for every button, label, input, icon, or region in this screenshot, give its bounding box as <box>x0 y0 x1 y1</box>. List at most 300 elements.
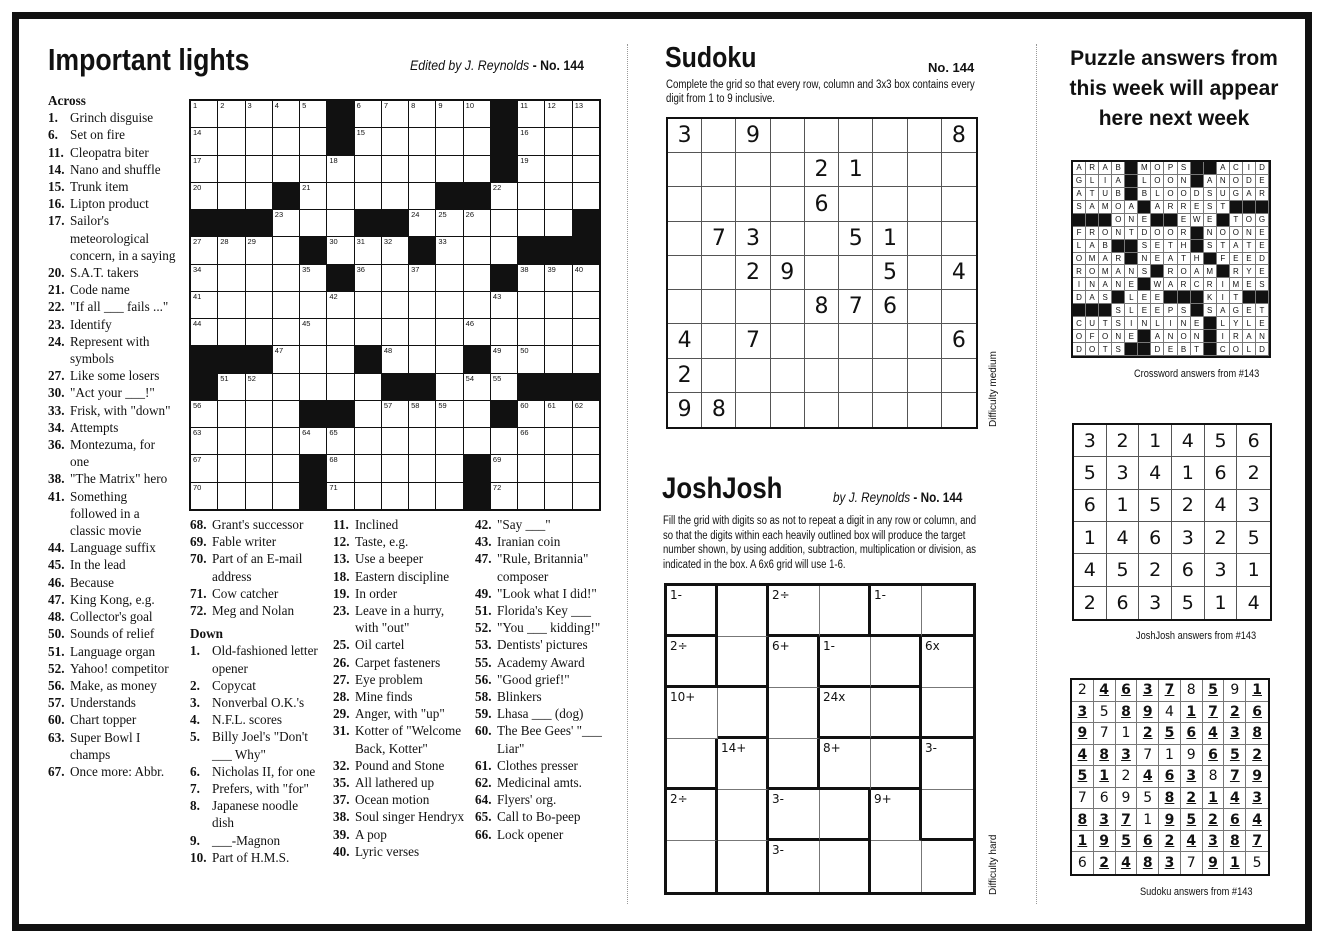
joshjosh-cell[interactable] <box>871 739 922 790</box>
joshjosh-cell[interactable] <box>667 841 718 892</box>
joshjosh-cell[interactable] <box>871 586 922 637</box>
crossword-cell[interactable] <box>218 374 244 400</box>
crossword-cell[interactable] <box>327 237 353 263</box>
crossword-cell[interactable] <box>191 428 217 454</box>
crossword-cell[interactable] <box>464 156 490 182</box>
crossword-cell[interactable] <box>382 237 408 263</box>
crossword-cell[interactable] <box>355 374 381 400</box>
crossword-cell[interactable] <box>409 183 435 209</box>
crossword-cell[interactable] <box>491 183 517 209</box>
sudoku-cell[interactable] <box>942 359 976 393</box>
crossword-cell[interactable] <box>464 428 490 454</box>
crossword-cell[interactable] <box>218 428 244 454</box>
crossword-cell[interactable] <box>355 401 381 427</box>
crossword-cell[interactable] <box>409 455 435 481</box>
crossword-cell[interactable] <box>327 156 353 182</box>
crossword-cell[interactable] <box>436 292 462 318</box>
crossword-cell[interactable] <box>355 265 381 291</box>
sudoku-cell[interactable]: 7 <box>702 222 736 256</box>
crossword-cell[interactable] <box>409 101 435 127</box>
sudoku-cell[interactable] <box>805 359 839 393</box>
sudoku-cell[interactable] <box>839 324 873 358</box>
crossword-cell[interactable] <box>327 210 353 236</box>
crossword-cell[interactable] <box>327 346 353 372</box>
crossword-cell[interactable] <box>545 346 571 372</box>
sudoku-cell[interactable]: 9 <box>736 119 770 153</box>
joshjosh-cell[interactable] <box>769 790 820 841</box>
crossword-cell[interactable] <box>300 210 326 236</box>
crossword-cell[interactable] <box>409 319 435 345</box>
crossword-cell[interactable] <box>191 455 217 481</box>
sudoku-cell[interactable] <box>702 324 736 358</box>
joshjosh-cell[interactable] <box>820 841 871 892</box>
sudoku-cell[interactable]: 9 <box>668 393 702 427</box>
crossword-cell[interactable] <box>409 428 435 454</box>
sudoku-cell[interactable] <box>736 290 770 324</box>
crossword-cell[interactable] <box>545 156 571 182</box>
crossword-cell[interactable] <box>545 483 571 509</box>
crossword-cell[interactable] <box>355 319 381 345</box>
crossword-cell[interactable] <box>382 292 408 318</box>
crossword-cell[interactable] <box>436 265 462 291</box>
crossword-cell[interactable] <box>545 128 571 154</box>
joshjosh-cell[interactable] <box>922 688 973 739</box>
crossword-cell[interactable] <box>491 428 517 454</box>
sudoku-cell[interactable] <box>839 119 873 153</box>
crossword-cell[interactable] <box>573 401 599 427</box>
sudoku-cell[interactable] <box>908 153 942 187</box>
crossword-cell[interactable] <box>436 156 462 182</box>
crossword-cell[interactable] <box>545 265 571 291</box>
sudoku-cell[interactable]: 2 <box>736 256 770 290</box>
crossword-cell[interactable] <box>246 374 272 400</box>
sudoku-cell[interactable]: 8 <box>702 393 736 427</box>
crossword-cell[interactable] <box>246 319 272 345</box>
sudoku-cell[interactable] <box>942 290 976 324</box>
sudoku-cell[interactable] <box>771 290 805 324</box>
crossword-cell[interactable] <box>518 156 544 182</box>
sudoku-cell[interactable] <box>771 187 805 221</box>
joshjosh-cell[interactable] <box>769 637 820 688</box>
joshjosh-cell[interactable] <box>718 586 769 637</box>
joshjosh-cell[interactable] <box>820 739 871 790</box>
joshjosh-cell[interactable] <box>667 739 718 790</box>
sudoku-cell[interactable] <box>942 222 976 256</box>
crossword-cell[interactable] <box>573 483 599 509</box>
crossword-cell[interactable] <box>491 292 517 318</box>
crossword-cell[interactable] <box>545 455 571 481</box>
crossword-cell[interactable] <box>191 401 217 427</box>
sudoku-cell[interactable] <box>771 153 805 187</box>
crossword-cell[interactable] <box>382 346 408 372</box>
crossword-cell[interactable] <box>218 183 244 209</box>
joshjosh-cell[interactable] <box>922 586 973 637</box>
joshjosh-cell[interactable] <box>769 688 820 739</box>
crossword-cell[interactable] <box>464 128 490 154</box>
sudoku-cell[interactable] <box>839 256 873 290</box>
joshjosh-cell[interactable] <box>769 739 820 790</box>
crossword-cell[interactable] <box>191 483 217 509</box>
joshjosh-cell[interactable] <box>922 637 973 688</box>
crossword-cell[interactable] <box>191 319 217 345</box>
crossword-cell[interactable] <box>409 265 435 291</box>
crossword-cell[interactable] <box>491 483 517 509</box>
crossword-cell[interactable] <box>464 101 490 127</box>
sudoku-cell[interactable]: 7 <box>839 290 873 324</box>
crossword-cell[interactable] <box>464 265 490 291</box>
crossword-cell[interactable] <box>382 428 408 454</box>
joshjosh-cell[interactable] <box>871 688 922 739</box>
joshjosh-cell[interactable] <box>769 586 820 637</box>
crossword-cell[interactable] <box>355 101 381 127</box>
sudoku-cell[interactable] <box>873 324 907 358</box>
joshjosh-cell[interactable] <box>667 637 718 688</box>
crossword-cell[interactable] <box>436 128 462 154</box>
crossword-cell[interactable] <box>518 401 544 427</box>
crossword-cell[interactable] <box>355 455 381 481</box>
crossword-cell[interactable] <box>573 319 599 345</box>
crossword-cell[interactable] <box>382 401 408 427</box>
sudoku-cell[interactable] <box>668 187 702 221</box>
crossword-cell[interactable] <box>436 319 462 345</box>
sudoku-cell[interactable]: 6 <box>805 187 839 221</box>
crossword-cell[interactable] <box>300 374 326 400</box>
crossword-cell[interactable] <box>246 101 272 127</box>
crossword-cell[interactable] <box>273 346 299 372</box>
crossword-cell[interactable] <box>409 292 435 318</box>
sudoku-cell[interactable] <box>839 393 873 427</box>
crossword-cell[interactable] <box>436 237 462 263</box>
crossword-cell[interactable] <box>191 128 217 154</box>
joshjosh-cell[interactable] <box>820 637 871 688</box>
crossword-cell[interactable] <box>545 428 571 454</box>
crossword-cell[interactable] <box>518 210 544 236</box>
crossword-cell[interactable] <box>218 401 244 427</box>
crossword-cell[interactable] <box>273 401 299 427</box>
crossword-cell[interactable] <box>300 346 326 372</box>
crossword-cell[interactable] <box>218 319 244 345</box>
crossword-cell[interactable] <box>327 183 353 209</box>
crossword-cell[interactable] <box>218 101 244 127</box>
sudoku-cell[interactable] <box>805 393 839 427</box>
crossword-cell[interactable] <box>300 319 326 345</box>
crossword-cell[interactable] <box>491 455 517 481</box>
sudoku-cell[interactable]: 6 <box>942 324 976 358</box>
joshjosh-cell[interactable] <box>769 841 820 892</box>
crossword-cell[interactable] <box>573 128 599 154</box>
sudoku-cell[interactable]: 8 <box>942 119 976 153</box>
crossword-cell[interactable] <box>218 156 244 182</box>
joshjosh-cell[interactable] <box>667 790 718 841</box>
joshjosh-cell[interactable] <box>718 637 769 688</box>
crossword-cell[interactable] <box>491 237 517 263</box>
crossword-cell[interactable] <box>300 183 326 209</box>
crossword-cell[interactable] <box>518 101 544 127</box>
crossword-cell[interactable] <box>273 319 299 345</box>
sudoku-cell[interactable] <box>771 359 805 393</box>
crossword-cell[interactable] <box>191 101 217 127</box>
joshjosh-cell[interactable] <box>718 790 769 841</box>
crossword-cell[interactable] <box>382 183 408 209</box>
crossword-cell[interactable] <box>573 428 599 454</box>
crossword-cell[interactable] <box>246 483 272 509</box>
crossword-cell[interactable] <box>518 183 544 209</box>
sudoku-cell[interactable] <box>942 153 976 187</box>
sudoku-cell[interactable] <box>873 119 907 153</box>
crossword-cell[interactable] <box>491 210 517 236</box>
crossword-cell[interactable] <box>518 483 544 509</box>
sudoku-cell[interactable] <box>873 187 907 221</box>
sudoku-cell[interactable] <box>736 153 770 187</box>
sudoku-cell[interactable]: 5 <box>873 256 907 290</box>
joshjosh-cell[interactable] <box>820 688 871 739</box>
crossword-cell[interactable] <box>464 401 490 427</box>
crossword-cell[interactable] <box>464 374 490 400</box>
joshjosh-cell[interactable] <box>922 790 973 841</box>
crossword-cell[interactable] <box>573 156 599 182</box>
joshjosh-cell[interactable] <box>820 790 871 841</box>
crossword-cell[interactable] <box>246 156 272 182</box>
crossword-cell[interactable] <box>518 128 544 154</box>
crossword-cell[interactable] <box>273 156 299 182</box>
crossword-cell[interactable] <box>246 183 272 209</box>
sudoku-cell[interactable] <box>839 359 873 393</box>
sudoku-cell[interactable] <box>702 359 736 393</box>
crossword-cell[interactable] <box>382 265 408 291</box>
crossword-cell[interactable] <box>491 319 517 345</box>
sudoku-cell[interactable]: 3 <box>736 222 770 256</box>
crossword-cell[interactable] <box>273 455 299 481</box>
joshjosh-cell[interactable] <box>667 688 718 739</box>
crossword-cell[interactable] <box>273 292 299 318</box>
sudoku-cell[interactable] <box>805 222 839 256</box>
crossword-cell[interactable] <box>218 292 244 318</box>
joshjosh-cell[interactable] <box>871 841 922 892</box>
crossword-cell[interactable] <box>464 237 490 263</box>
crossword-cell[interactable] <box>491 374 517 400</box>
crossword-cell[interactable] <box>218 237 244 263</box>
sudoku-cell[interactable] <box>702 290 736 324</box>
sudoku-cell[interactable] <box>908 256 942 290</box>
crossword-cell[interactable] <box>273 483 299 509</box>
sudoku-cell[interactable] <box>771 119 805 153</box>
crossword-cell[interactable] <box>409 346 435 372</box>
crossword-cell[interactable] <box>273 101 299 127</box>
sudoku-cell[interactable]: 4 <box>668 324 702 358</box>
crossword-cell[interactable] <box>545 183 571 209</box>
crossword-cell[interactable] <box>246 455 272 481</box>
crossword-cell[interactable] <box>382 483 408 509</box>
crossword-cell[interactable] <box>436 483 462 509</box>
joshjosh-cell[interactable] <box>871 790 922 841</box>
sudoku-cell[interactable]: 4 <box>942 256 976 290</box>
crossword-cell[interactable] <box>518 455 544 481</box>
crossword-cell[interactable] <box>246 428 272 454</box>
crossword-cell[interactable] <box>218 128 244 154</box>
sudoku-cell[interactable] <box>908 324 942 358</box>
crossword-cell[interactable] <box>545 319 571 345</box>
sudoku-cell[interactable] <box>702 119 736 153</box>
sudoku-cell[interactable]: 7 <box>736 324 770 358</box>
crossword-cell[interactable] <box>545 401 571 427</box>
crossword-cell[interactable] <box>273 428 299 454</box>
sudoku-cell[interactable] <box>908 393 942 427</box>
crossword-cell[interactable] <box>300 265 326 291</box>
crossword-cell[interactable] <box>573 101 599 127</box>
crossword-cell[interactable] <box>191 292 217 318</box>
sudoku-cell[interactable]: 9 <box>771 256 805 290</box>
crossword-cell[interactable] <box>246 128 272 154</box>
sudoku-cell[interactable] <box>908 290 942 324</box>
crossword-cell[interactable] <box>436 455 462 481</box>
crossword-cell[interactable] <box>573 346 599 372</box>
crossword-cell[interactable] <box>246 265 272 291</box>
crossword-cell[interactable] <box>355 156 381 182</box>
sudoku-cell[interactable]: 1 <box>839 153 873 187</box>
crossword-cell[interactable] <box>382 319 408 345</box>
crossword-cell[interactable] <box>191 183 217 209</box>
sudoku-cell[interactable] <box>908 187 942 221</box>
crossword-cell[interactable] <box>436 346 462 372</box>
crossword-cell[interactable] <box>573 183 599 209</box>
crossword-cell[interactable] <box>355 483 381 509</box>
joshjosh-cell[interactable] <box>820 586 871 637</box>
sudoku-cell[interactable] <box>908 359 942 393</box>
crossword-cell[interactable] <box>355 428 381 454</box>
joshjosh-cell[interactable] <box>922 841 973 892</box>
sudoku-cell[interactable] <box>908 119 942 153</box>
crossword-cell[interactable] <box>573 455 599 481</box>
sudoku-cell[interactable] <box>942 393 976 427</box>
joshjosh-cell[interactable] <box>718 841 769 892</box>
crossword-cell[interactable] <box>355 292 381 318</box>
sudoku-cell[interactable] <box>873 359 907 393</box>
crossword-cell[interactable] <box>382 128 408 154</box>
crossword-cell[interactable] <box>545 210 571 236</box>
sudoku-cell[interactable]: 3 <box>668 119 702 153</box>
crossword-cell[interactable] <box>273 237 299 263</box>
crossword-cell[interactable] <box>191 265 217 291</box>
crossword-cell[interactable] <box>518 319 544 345</box>
crossword-cell[interactable] <box>491 346 517 372</box>
crossword-cell[interactable] <box>246 292 272 318</box>
crossword-cell[interactable] <box>246 401 272 427</box>
sudoku-cell[interactable] <box>873 393 907 427</box>
joshjosh-cell[interactable] <box>718 739 769 790</box>
crossword-cell[interactable] <box>327 319 353 345</box>
joshjosh-cell[interactable] <box>922 739 973 790</box>
crossword-cell[interactable] <box>464 319 490 345</box>
sudoku-cell[interactable] <box>668 153 702 187</box>
sudoku-cell[interactable] <box>668 290 702 324</box>
crossword-cell[interactable] <box>355 237 381 263</box>
crossword-cell[interactable] <box>409 483 435 509</box>
sudoku-cell[interactable] <box>736 187 770 221</box>
crossword-cell[interactable] <box>409 401 435 427</box>
sudoku-cell[interactable]: 2 <box>805 153 839 187</box>
sudoku-cell[interactable] <box>805 256 839 290</box>
crossword-cell[interactable] <box>409 128 435 154</box>
crossword-cell[interactable] <box>355 128 381 154</box>
crossword-cell[interactable] <box>436 401 462 427</box>
sudoku-cell[interactable]: 8 <box>805 290 839 324</box>
crossword-cell[interactable] <box>545 292 571 318</box>
joshjosh-cell[interactable] <box>871 637 922 688</box>
crossword-cell[interactable] <box>573 265 599 291</box>
crossword-cell[interactable] <box>436 428 462 454</box>
crossword-cell[interactable] <box>382 101 408 127</box>
crossword-cell[interactable] <box>464 210 490 236</box>
joshjosh-cell[interactable] <box>718 688 769 739</box>
crossword-cell[interactable] <box>436 210 462 236</box>
crossword-cell[interactable] <box>300 101 326 127</box>
sudoku-cell[interactable] <box>771 324 805 358</box>
crossword-cell[interactable] <box>273 210 299 236</box>
crossword-cell[interactable] <box>382 455 408 481</box>
crossword-cell[interactable] <box>327 455 353 481</box>
sudoku-cell[interactable] <box>702 187 736 221</box>
crossword-cell[interactable] <box>327 292 353 318</box>
crossword-cell[interactable] <box>545 101 571 127</box>
crossword-cell[interactable] <box>273 265 299 291</box>
sudoku-cell[interactable] <box>702 153 736 187</box>
crossword-cell[interactable] <box>191 156 217 182</box>
sudoku-cell[interactable] <box>736 393 770 427</box>
sudoku-cell[interactable] <box>839 187 873 221</box>
crossword-cell[interactable] <box>436 101 462 127</box>
crossword-cell[interactable] <box>300 156 326 182</box>
crossword-cell[interactable] <box>300 128 326 154</box>
crossword-cell[interactable] <box>355 183 381 209</box>
crossword-cell[interactable] <box>573 292 599 318</box>
sudoku-cell[interactable]: 6 <box>873 290 907 324</box>
crossword-cell[interactable] <box>409 156 435 182</box>
crossword-cell[interactable] <box>327 374 353 400</box>
sudoku-cell[interactable] <box>668 222 702 256</box>
sudoku-cell[interactable] <box>736 359 770 393</box>
sudoku-cell[interactable] <box>873 153 907 187</box>
crossword-cell[interactable] <box>409 210 435 236</box>
sudoku-cell[interactable] <box>702 256 736 290</box>
crossword-cell[interactable] <box>518 265 544 291</box>
sudoku-cell[interactable]: 1 <box>873 222 907 256</box>
sudoku-cell[interactable] <box>805 119 839 153</box>
crossword-cell[interactable] <box>327 428 353 454</box>
crossword-cell[interactable] <box>191 237 217 263</box>
sudoku-cell[interactable]: 5 <box>839 222 873 256</box>
sudoku-cell[interactable] <box>942 187 976 221</box>
crossword-cell[interactable] <box>218 265 244 291</box>
crossword-cell[interactable] <box>518 292 544 318</box>
crossword-cell[interactable] <box>464 292 490 318</box>
joshjosh-cell[interactable] <box>667 586 718 637</box>
crossword-cell[interactable] <box>246 237 272 263</box>
sudoku-cell[interactable] <box>771 393 805 427</box>
crossword-cell[interactable] <box>382 156 408 182</box>
crossword-cell[interactable] <box>218 455 244 481</box>
sudoku-cell[interactable]: 2 <box>668 359 702 393</box>
sudoku-cell[interactable] <box>805 324 839 358</box>
crossword-cell[interactable] <box>327 483 353 509</box>
sudoku-cell[interactable] <box>771 222 805 256</box>
crossword-cell[interactable] <box>273 374 299 400</box>
crossword-cell[interactable] <box>300 428 326 454</box>
crossword-cell[interactable] <box>518 428 544 454</box>
crossword-cell[interactable] <box>218 483 244 509</box>
crossword-cell[interactable] <box>518 346 544 372</box>
crossword-cell[interactable] <box>436 374 462 400</box>
sudoku-cell[interactable] <box>668 256 702 290</box>
